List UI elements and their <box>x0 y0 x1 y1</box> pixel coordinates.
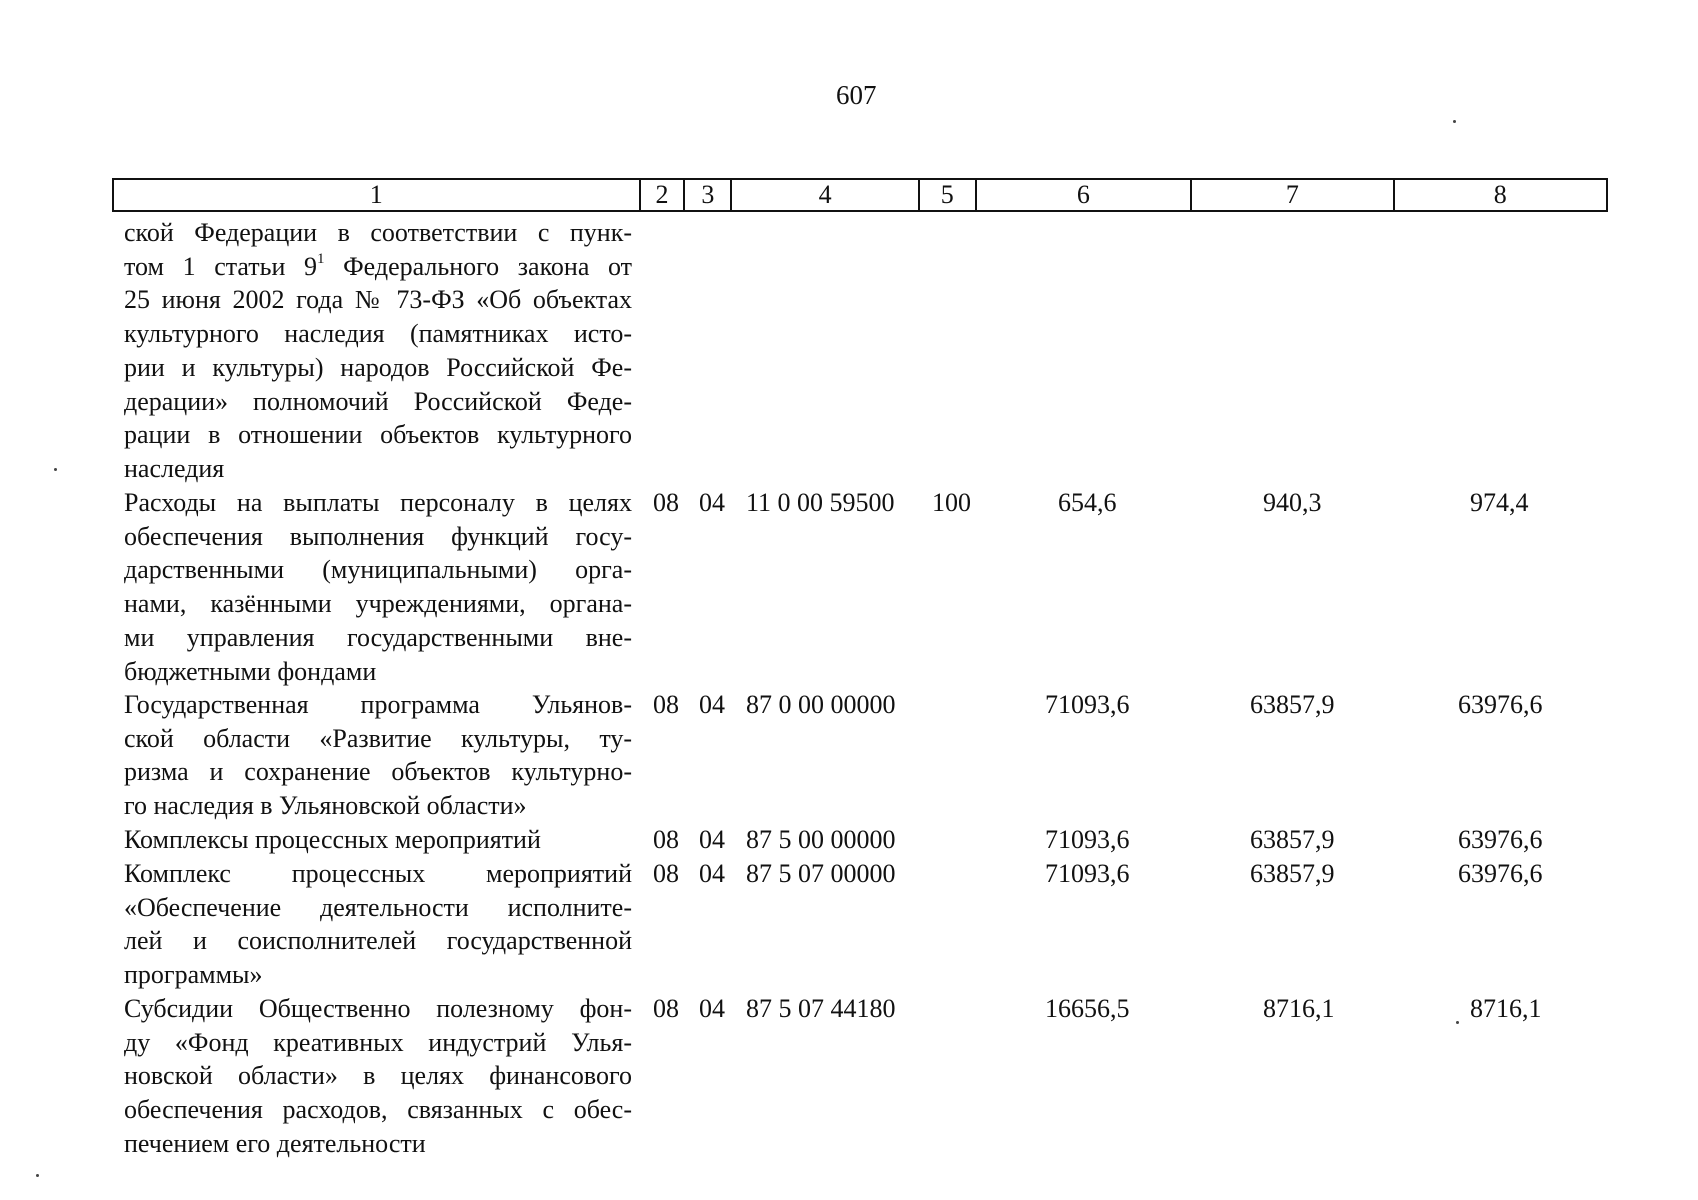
text-line: рации в отношении объектов культурного <box>124 420 632 450</box>
page-number: 607 <box>836 80 877 110</box>
cell-amount-6: 71093,6 <box>1045 825 1130 854</box>
cell-amount-8: 8716,1 <box>1470 994 1542 1023</box>
cell-subsection: 04 <box>699 690 725 719</box>
text-line: «Обеспечение деятельности исполните- <box>124 892 632 922</box>
table-row <box>124 823 632 857</box>
text-line: ризма и сохранение объектов культурно- <box>124 757 632 787</box>
table-row <box>124 486 632 688</box>
cell-amount-8: 63976,6 <box>1458 859 1543 888</box>
text-line: го наследия в Ульяновской области» <box>124 791 527 821</box>
text-line: Комплекс процессных мероприятий <box>124 859 632 888</box>
superscript: 1 <box>317 251 325 268</box>
text-line <box>124 250 632 284</box>
cell-amount-6: 654,6 <box>1058 488 1117 517</box>
cell-target-article: 87 5 07 00000 <box>746 859 896 888</box>
cell-amount-7: 940,3 <box>1263 488 1322 517</box>
cell-amount-8: 974,4 <box>1470 488 1529 517</box>
cell-subsection: 04 <box>699 488 725 517</box>
cell-amount-7: 63857,9 <box>1250 690 1335 719</box>
cell-amount-6: 71093,6 <box>1045 859 1130 888</box>
text-line: ской Федерации в соответствии с пунк- <box>124 218 632 247</box>
header-cell-7: 7 <box>1192 180 1394 210</box>
text-line: лей и соисполнителей государственной <box>124 926 632 956</box>
text-line: ду «Фонд креативных индустрий Улья- <box>124 1027 632 1057</box>
scan-speck <box>1456 1021 1459 1024</box>
header-cell-3: 3 <box>685 180 732 210</box>
header-cell-4: 4 <box>732 180 920 210</box>
cell-target-article: 87 5 00 00000 <box>746 825 896 854</box>
cell-expense-type: 100 <box>932 488 971 517</box>
cell-section: 08 <box>653 690 679 719</box>
cell-amount-7: 8716,1 <box>1263 994 1335 1023</box>
cell-amount-6: 71093,6 <box>1045 690 1130 719</box>
text-line: культурного наследия (памятниках исто- <box>124 319 632 349</box>
cell-target-article: 87 5 07 44180 <box>746 994 896 1023</box>
scan-speck <box>36 1174 39 1177</box>
header-cell-6: 6 <box>977 180 1192 210</box>
cell-subsection: 04 <box>699 825 725 854</box>
text-line: Расходы на выплаты персоналу в целях <box>124 488 632 517</box>
text-line: дерации» полномочий Российской Феде- <box>124 386 632 416</box>
scan-speck <box>1453 120 1456 123</box>
cell-subsection: 04 <box>699 859 725 888</box>
cell-section: 08 <box>653 488 679 517</box>
header-cell-8: 8 <box>1493 180 1507 209</box>
cell-section: 08 <box>653 825 679 854</box>
cell-amount-8: 63976,6 <box>1458 690 1543 719</box>
text-fragment: Федерального закона от <box>324 251 632 281</box>
cell-subsection: 04 <box>699 994 725 1023</box>
cell-amount-8: 63976,6 <box>1458 825 1543 854</box>
header-cell-1: 1 <box>114 180 641 210</box>
text-line: ской области «Развитие культуры, ту- <box>124 723 632 753</box>
cell-amount-7: 63857,9 <box>1250 825 1335 854</box>
text-line: обеспечения выполнения функций госу- <box>124 521 632 551</box>
text-line: Комплексы процессных мероприятий <box>124 825 541 854</box>
text-line: Субсидии Общественно полезному фон- <box>124 994 632 1023</box>
text-line: обеспечения расходов, связанных с обес- <box>124 1095 632 1125</box>
table-header-row <box>112 178 1608 212</box>
text-line: наследия <box>124 453 225 483</box>
cell-target-article: 87 0 00 00000 <box>746 690 896 719</box>
text-fragment: том 1 статьи 9 <box>124 251 318 281</box>
cell-amount-6: 16656,5 <box>1045 994 1130 1023</box>
scan-speck <box>54 468 57 471</box>
table-row <box>124 992 632 1161</box>
cell-amount-7: 63857,9 <box>1250 859 1335 888</box>
text-line: ми управления государственными вне- <box>124 622 632 652</box>
header-cell-5: 5 <box>920 180 977 210</box>
text-line: печением его деятельности <box>124 1128 426 1158</box>
text-line: программы» <box>124 960 263 990</box>
text-line: бюджетными фондами <box>124 656 377 686</box>
table-row <box>124 857 632 992</box>
text-line: рии и культуры) народов Российской Фе- <box>124 352 632 382</box>
cell-section: 08 <box>653 994 679 1023</box>
text-line: 25 июня 2002 года № 73-ФЗ «Об объектах <box>124 285 632 315</box>
text-line: дарственными (муниципальными) орга- <box>124 555 632 585</box>
header-cell-2: 2 <box>641 180 686 210</box>
cell-section: 08 <box>653 859 679 888</box>
table-row <box>124 688 632 823</box>
text-line: новской области» в целях финансового <box>124 1061 632 1091</box>
text-line: Государственная программа Ульянов- <box>124 690 632 719</box>
text-line: нами, казёнными учреждениями, органа- <box>124 589 632 619</box>
cell-target-article: 11 0 00 59500 <box>746 488 895 517</box>
continuation-text <box>124 216 632 486</box>
